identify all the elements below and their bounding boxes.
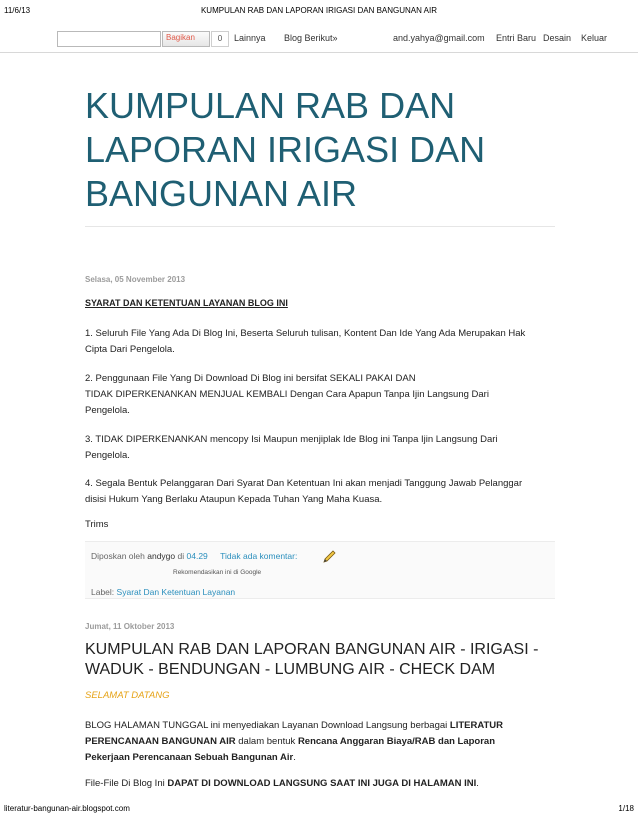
text-line: 1. Seluruh File Yang Ada Di Blog Ini, Beserta Seluruh tulisan, Kontent Dan Ide Yang Ada Merupakan Hak — [85, 328, 526, 339]
post-footer — [85, 541, 555, 599]
text-line: Pengelola. — [85, 450, 130, 461]
label-prefix: Label: — [91, 587, 115, 597]
post-paragraph — [85, 476, 555, 508]
comments-link[interactable]: Tidak ada komentar: — [220, 551, 298, 561]
post-paragraph — [85, 326, 555, 358]
print-page-number: 1/18 — [618, 804, 634, 813]
post-paragraph — [85, 776, 555, 792]
text-line: Pengelola. — [85, 405, 130, 416]
text-run: File-File Di Blog Ini — [85, 778, 168, 789]
post-title-line: WADUK - BENDUNGAN - LUMBUNG AIR - CHECK DAM — [85, 661, 496, 678]
edit-pencil-icon[interactable] — [321, 549, 337, 565]
text-run: BLOG HALAMAN TUNGGAL ini menyediakan Layanan Download Langsung berbagai — [85, 720, 448, 731]
text-line: 4. Segala Bentuk Pelanggaran Dari Syarat Dan Ketentuan Ini akan menjadi Tanggung Jawab Pelanggar — [85, 478, 523, 489]
text-bold: DAPAT DI DOWNLOAD LANGSUNG SAAT INI JUGA DI HALAMAN INI — [167, 778, 477, 789]
nav-sign-out[interactable]: Keluar — [581, 33, 608, 43]
share-label[interactable]: Bagikan — [166, 33, 195, 42]
blog-title-line: BANGUNAN AIR — [85, 173, 358, 214]
text-line: disisi Hukum Yang Berlaku Ataupun Kepada Tuhan Yang Maha Kuasa. — [85, 494, 383, 505]
post-title-link[interactable] — [85, 640, 545, 680]
text-bold: Pekerjaan Perencanaan Sebuah Bangunan Air — [85, 752, 294, 763]
text-run: . — [293, 752, 296, 763]
text-line — [85, 734, 555, 750]
text-bold: Rencana Anggaran Biaya/RAB dan Laporan — [297, 736, 496, 747]
text-line — [85, 718, 555, 734]
text-bold: PERENCANAAN BANGUNAN AIR — [85, 736, 236, 747]
post-date: Jumat, 11 Oktober 2013 — [85, 622, 175, 631]
post-signoff: Trims — [85, 519, 109, 530]
share-count: 0 — [211, 31, 229, 47]
text-line: 2. Penggunaan File Yang Di Download Di Blog ini bersifat SEKALI PAKAI DAN — [85, 373, 416, 384]
posted-by-label: Diposkan oleh — [91, 551, 145, 561]
label-link[interactable]: Syarat Dan Ketentuan Layanan — [116, 587, 236, 597]
text-line: TIDAK DIPERKENANKAN MENJUAL KEMBALI Dengan Cara Apapun Tanpa Ijin Langsung Dari — [85, 389, 489, 400]
print-url: literatur-bangunan-air.blogspot.com — [4, 804, 130, 813]
nav-new-post[interactable]: Entri Baru — [496, 33, 537, 43]
divider — [85, 226, 555, 227]
text-line: Cipta Dari Pengelola. — [85, 344, 175, 355]
at-label: di — [177, 551, 185, 561]
nav-more[interactable]: Lainnya — [234, 33, 266, 43]
print-header — [0, 6, 638, 18]
welcome-text: SELAMAT DATANG — [85, 690, 170, 701]
blog-title-line: KUMPULAN RAB DAN — [85, 85, 456, 126]
print-date: 11/6/13 — [4, 6, 31, 15]
text-line — [85, 750, 555, 766]
blog-title-line: LAPORAN IRIGASI DAN — [85, 129, 486, 170]
post-paragraph — [85, 371, 555, 419]
post-paragraph — [85, 432, 555, 464]
text-bold: LITERATUR — [449, 720, 504, 731]
post-title-link[interactable]: SYARAT DAN KETENTUAN LAYANAN BLOG INI — [85, 298, 288, 308]
author-link[interactable]: andygo — [147, 551, 176, 561]
text-line: 3. TIDAK DIPERKENANKAN mencopy Isi Maupun menjiplak Ide Blog ini Tanpa Ijin Langsung Dari — [85, 434, 498, 445]
search-input[interactable] — [57, 31, 161, 47]
post-date: Selasa, 05 November 2013 — [85, 275, 186, 284]
text-run: . — [476, 778, 479, 789]
google-recommend[interactable]: Rekomendasikan ini di Google — [173, 569, 262, 576]
text-run: dalam bentuk — [235, 736, 298, 747]
blog-title[interactable] — [85, 84, 565, 216]
nav-design[interactable]: Desain — [543, 33, 572, 43]
blogger-navbar — [0, 28, 638, 53]
nav-next-blog[interactable]: Blog Berikut» — [284, 33, 338, 43]
timestamp-link[interactable]: 04.29 — [186, 551, 208, 561]
post-byline — [91, 551, 297, 561]
post-paragraph — [85, 718, 555, 766]
nav-user-email[interactable]: and.yahya@gmail.com — [393, 33, 485, 43]
post-labels — [91, 587, 235, 597]
print-title: KUMPULAN RAB DAN LAPORAN IRIGASI DAN BANGUNAN AIR — [200, 6, 438, 15]
post-title-line: KUMPULAN RAB DAN LAPORAN BANGUNAN AIR - IRIGASI - — [85, 641, 539, 658]
